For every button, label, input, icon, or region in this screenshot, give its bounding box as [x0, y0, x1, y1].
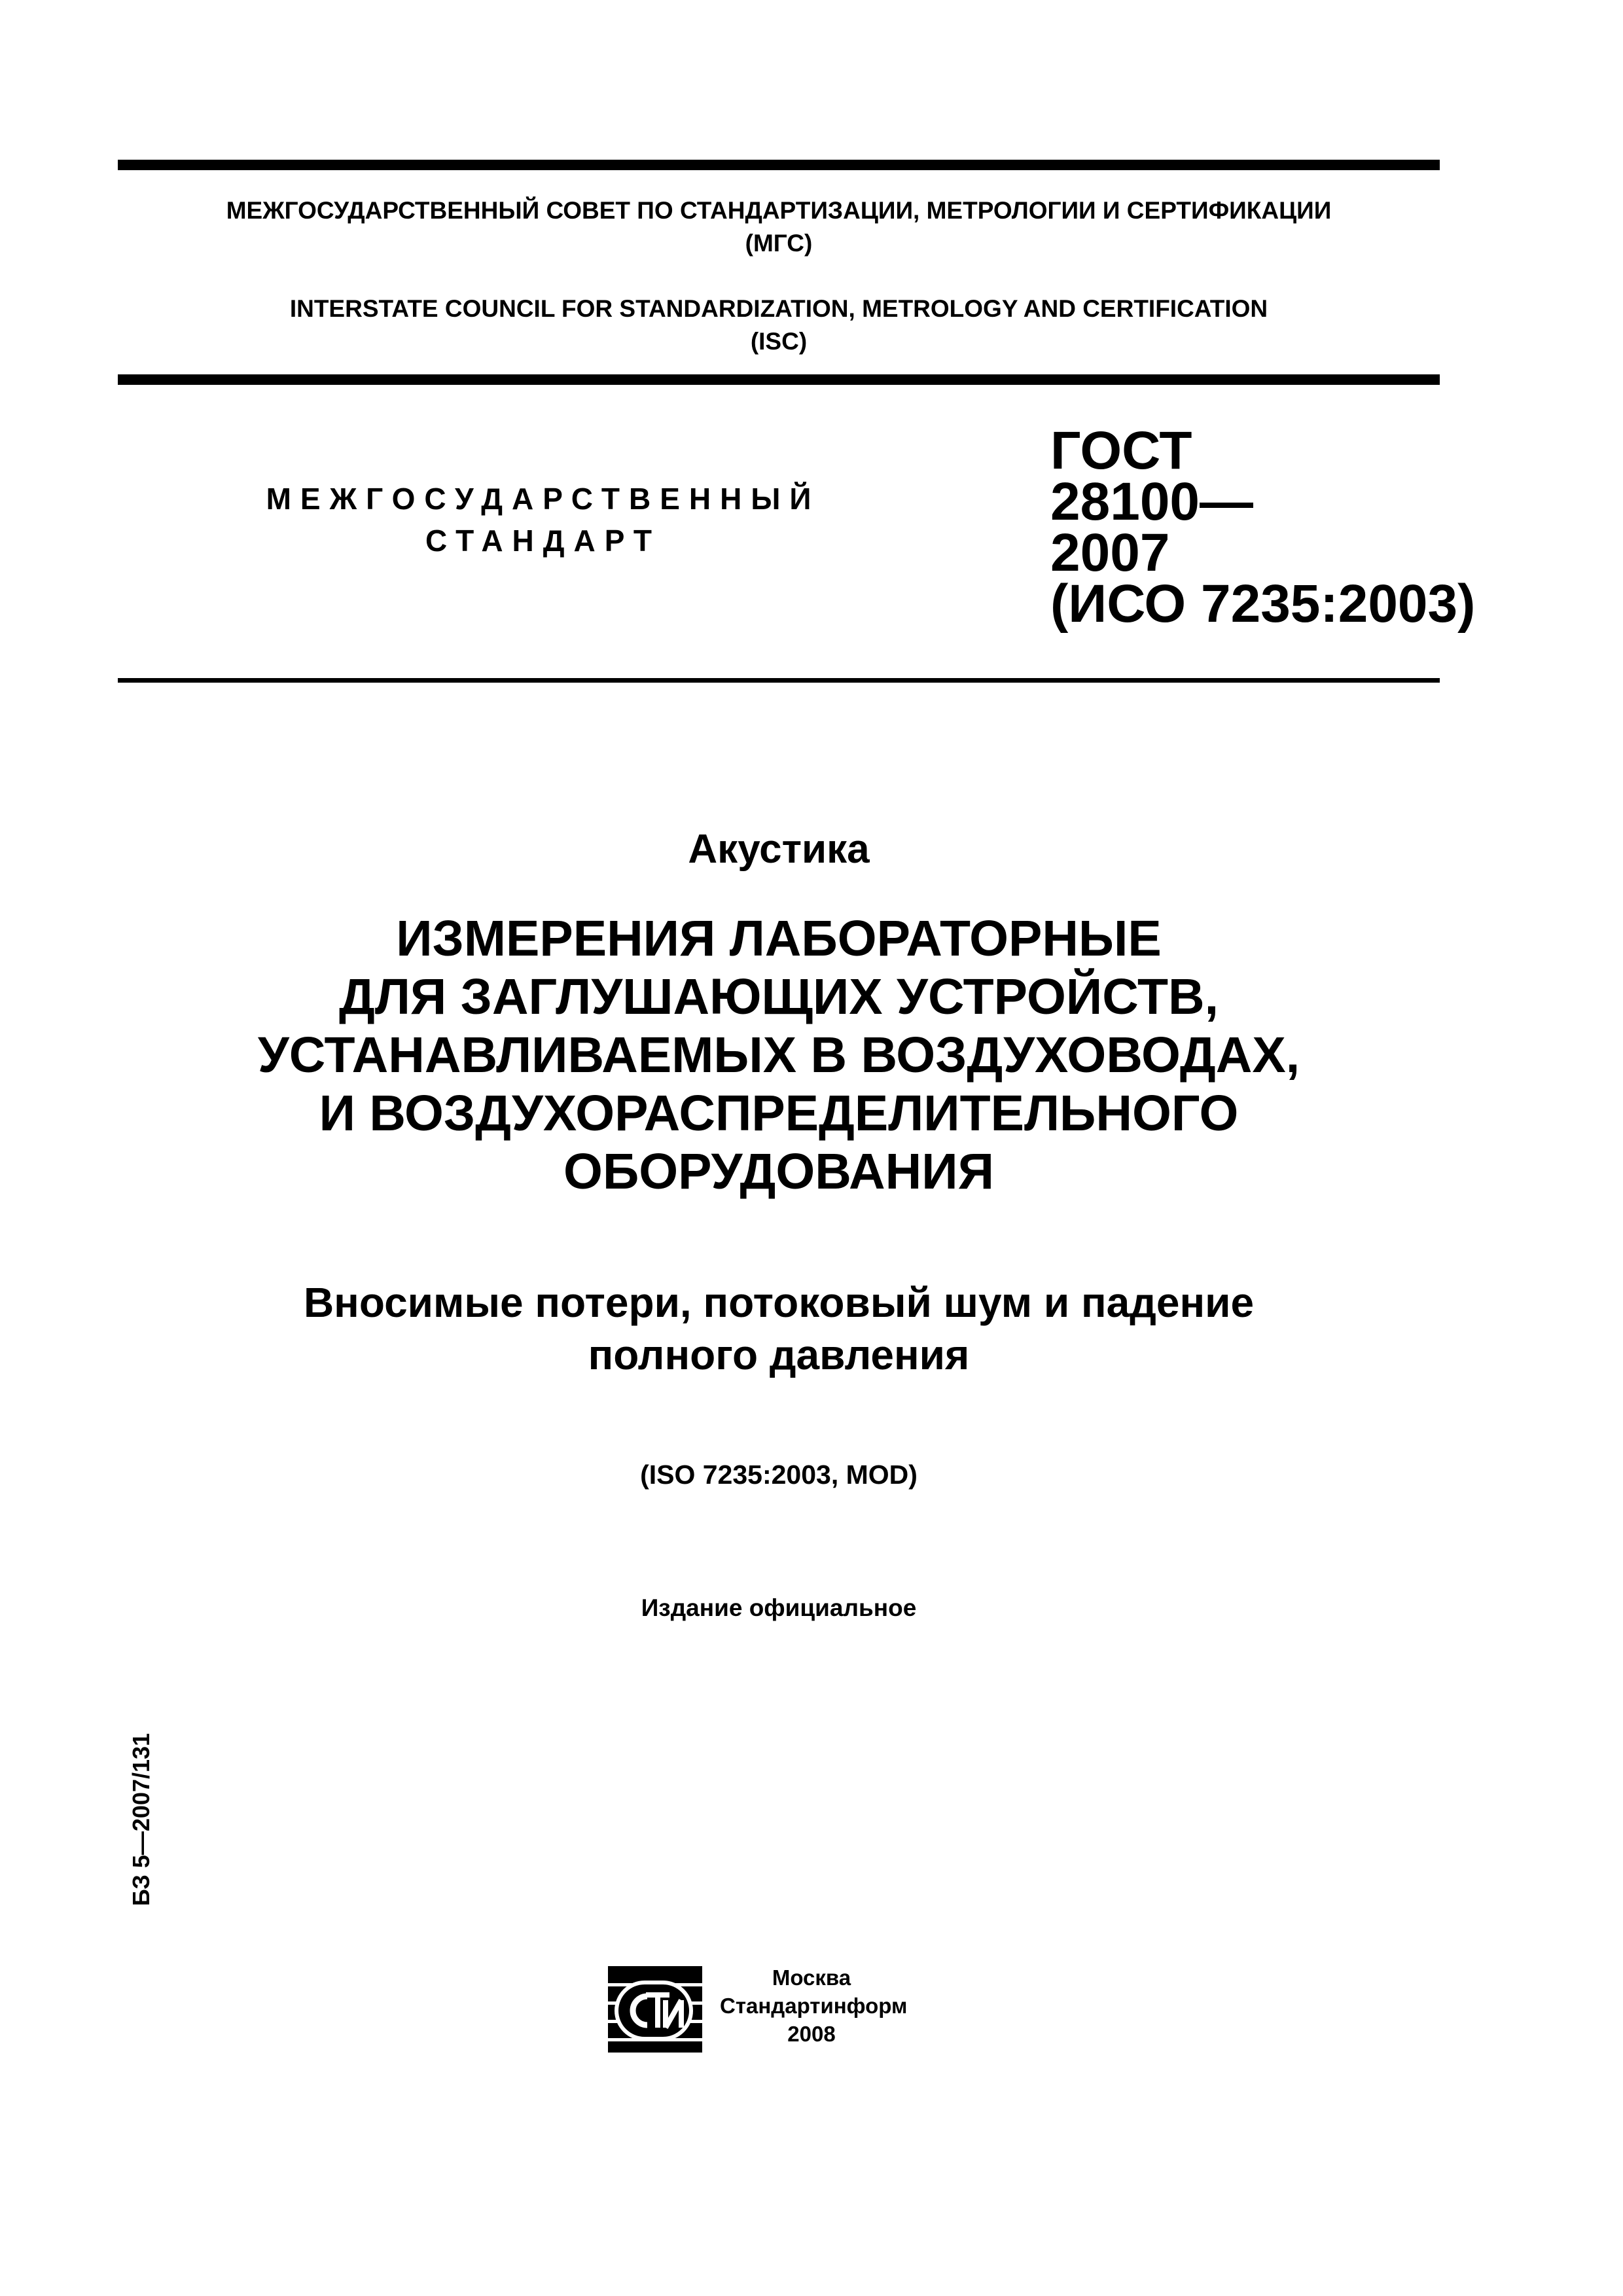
council-bottom-rule: [118, 374, 1440, 385]
publisher-city: Москва: [772, 1965, 851, 1990]
edition-label: Издание официальное: [641, 1594, 917, 1621]
title-line: ДЛЯ ЗАГЛУШАЮЩИХ УСТРОЙСТВ,: [338, 969, 1219, 1025]
standard-type-line-1: МЕЖГОСУДАРСТВЕННЫЙ: [266, 482, 821, 516]
side-code-text: БЗ 5—2007/131: [128, 1732, 155, 1907]
standard-type-line-2: СТАНДАРТ: [425, 524, 661, 558]
council-english: [118, 293, 1440, 358]
designation-bottom-rule: [118, 678, 1440, 683]
title-line: И ВОЗДУХОРАСПРЕДЕЛИТЕЛЬНОГО: [319, 1085, 1239, 1141]
gost-iso-equivalent: (ИСО 7235:2003): [1050, 574, 1476, 634]
publisher-name: Стандартинформ: [720, 1994, 908, 2018]
council-russian: [118, 194, 1440, 260]
title-line: УСТАНАВЛИВАЕМЫХ В ВОЗДУХОВОДАХ,: [257, 1027, 1300, 1083]
document-title: [118, 910, 1440, 1201]
council-russian-abbr: (МГС): [745, 230, 813, 257]
gost-designation: [1050, 421, 1476, 634]
gost-year: 2007: [1050, 523, 1170, 583]
top-rule: [118, 160, 1440, 170]
council-english-name: INTERSTATE COUNCIL FOR STANDARDIZATION, METROLOGY AND CERTIFICATION: [289, 295, 1268, 322]
council-russian-name: МЕЖГОСУДАРСТВЕННЫЙ СОВЕТ ПО СТАНДАРТИЗАЦИИ, МЕТРОЛОГИИ И СЕРТИФИКАЦИИ: [226, 197, 1332, 224]
gost-label: ГОСТ: [1050, 421, 1192, 480]
subtitle-line: Вносимые потери, потоковый шум и падение: [303, 1279, 1255, 1326]
title-line: ИЗМЕРЕНИЯ ЛАБОРАТОРНЫЕ: [396, 910, 1162, 967]
publisher-info: [720, 1964, 908, 2048]
side-code: [122, 1715, 161, 1924]
standartinform-logo-icon: [605, 1964, 705, 2055]
document-subtitle: [118, 1276, 1440, 1381]
gost-number: 28100—: [1050, 472, 1254, 531]
standard-type: [157, 478, 929, 562]
subtitle-line: полного давления: [588, 1331, 970, 1378]
council-english-abbr: (ISC): [750, 328, 808, 355]
iso-reference: (ISO 7235:2003, MOD): [640, 1460, 918, 1490]
title-line: ОБОРУДОВАНИЯ: [563, 1143, 994, 1200]
publisher-year: 2008: [787, 2022, 836, 2046]
document-subject: Акустика: [688, 827, 870, 872]
publisher-logo: [605, 1964, 705, 2055]
